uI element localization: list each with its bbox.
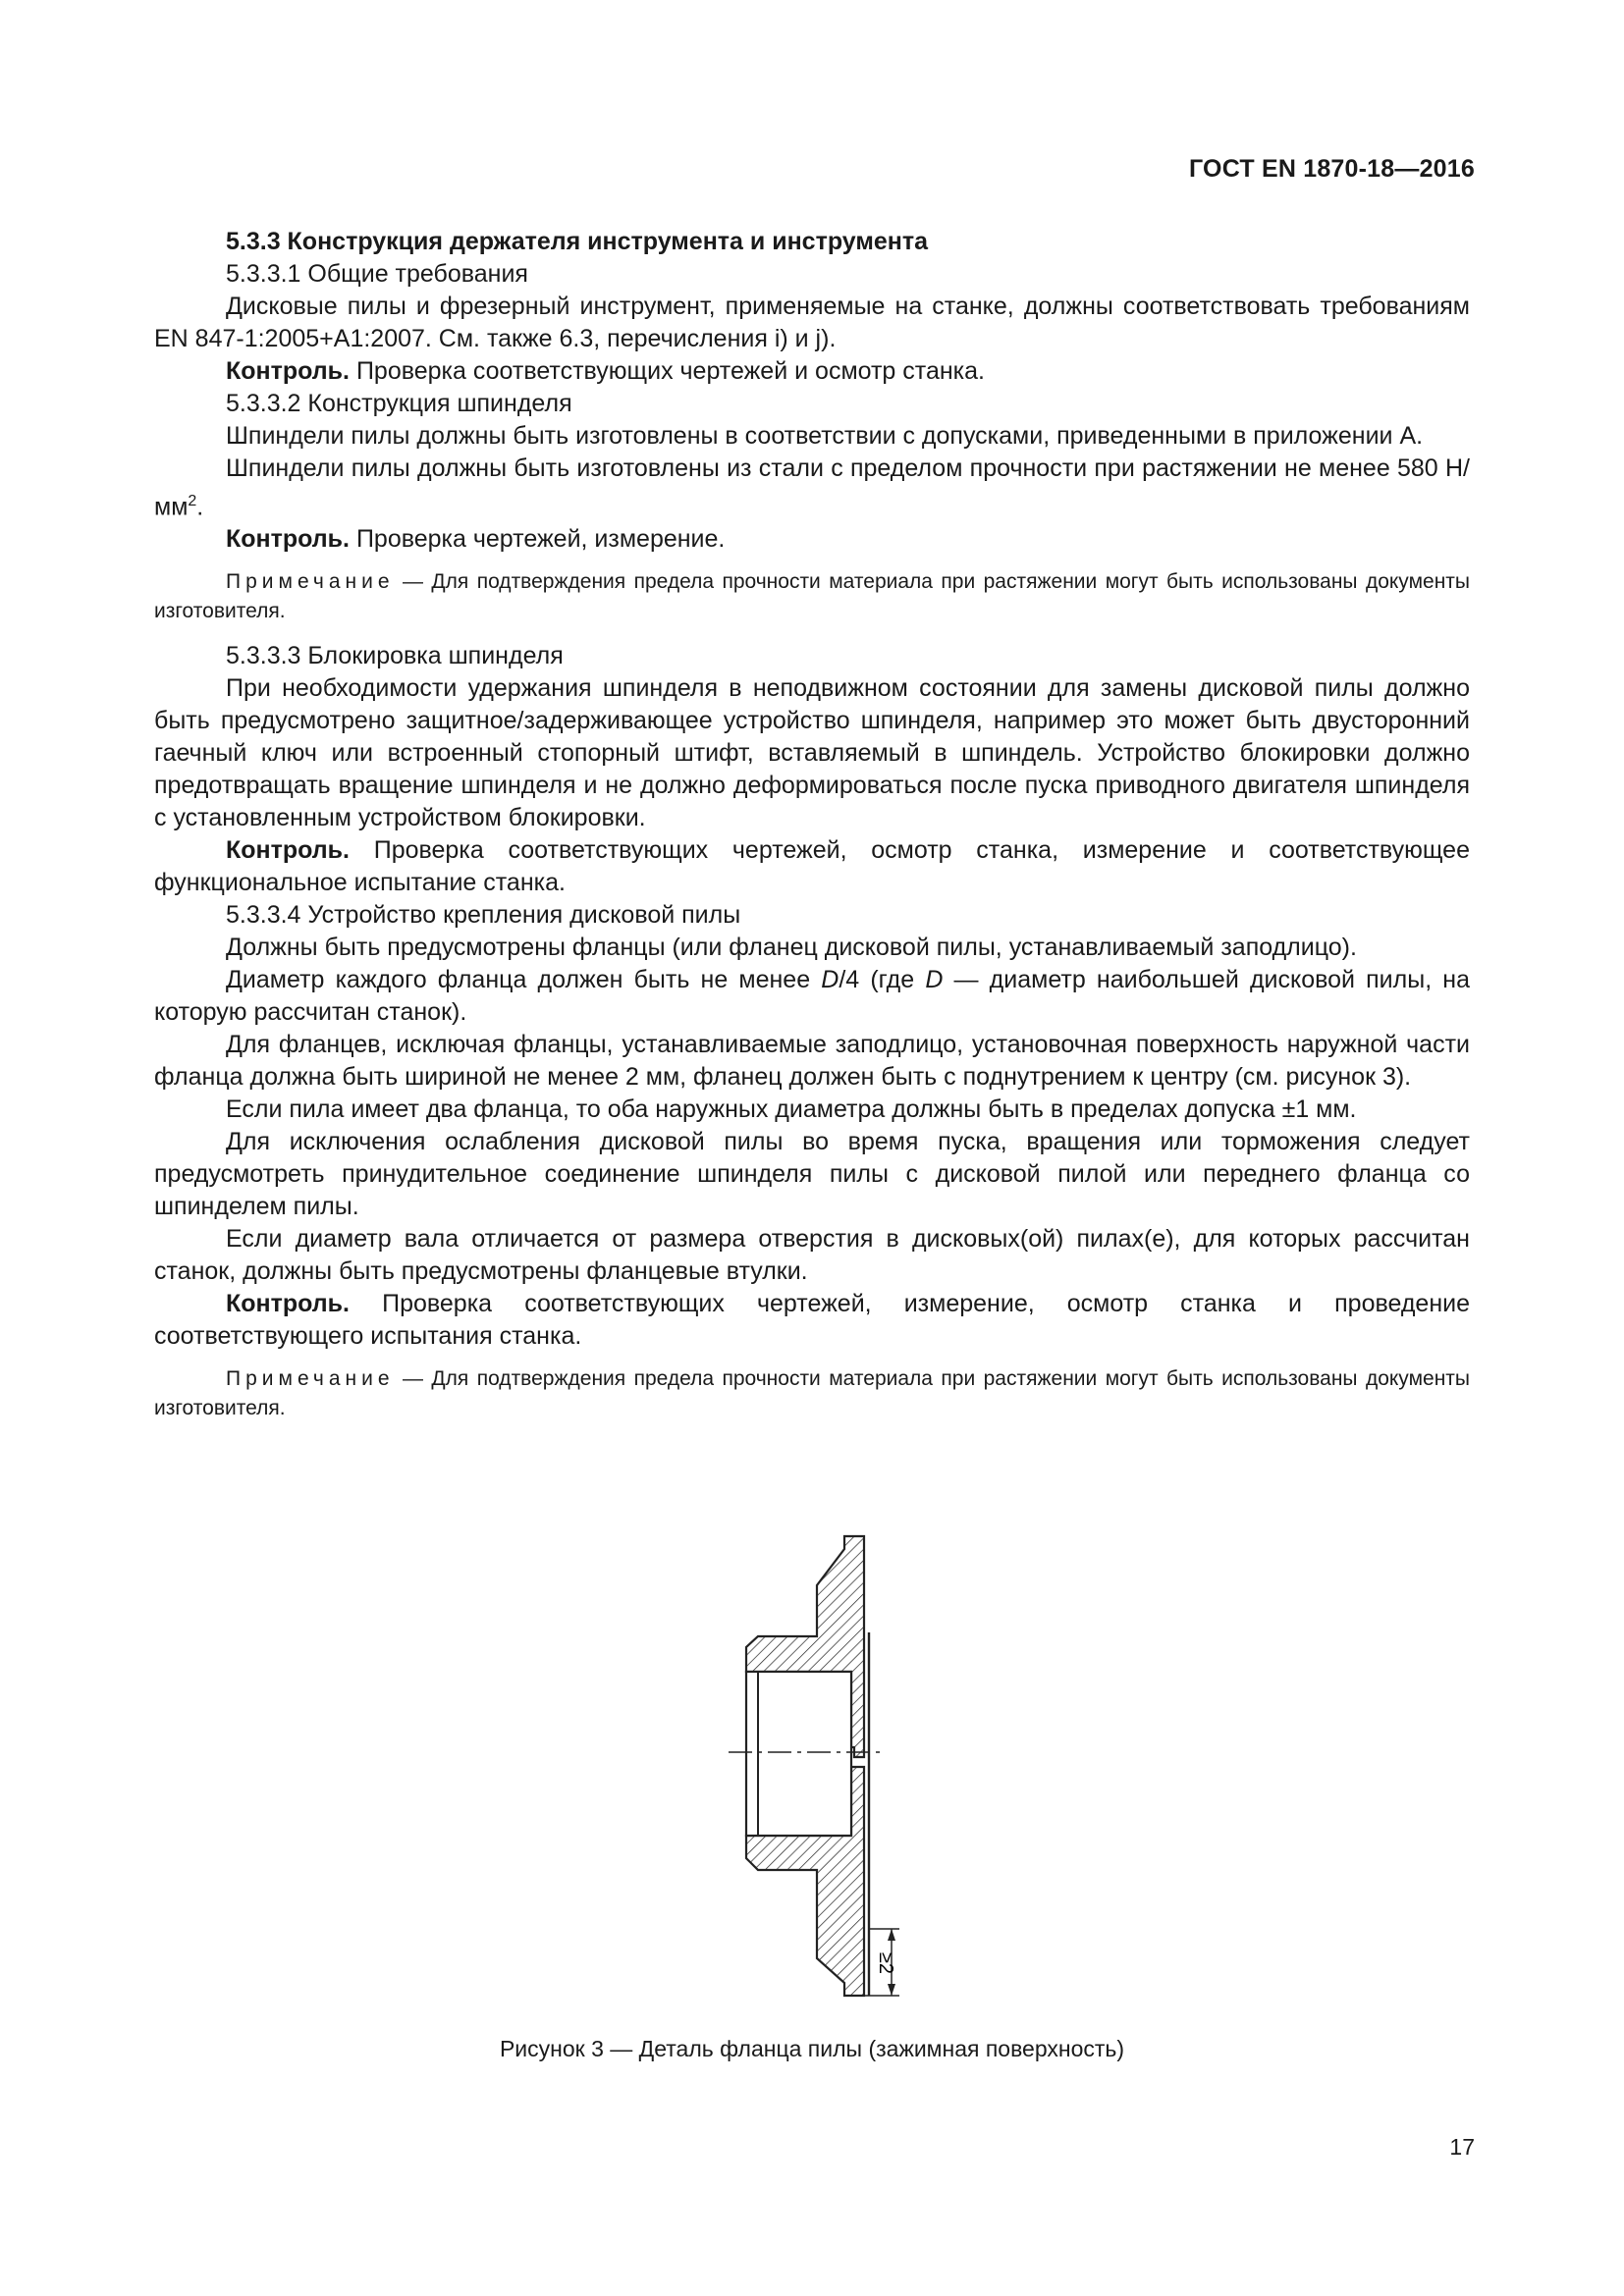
paragraph bbox=[154, 964, 1470, 1029]
paragraph-text: /4 (где bbox=[839, 966, 926, 994]
paragraph-text: . bbox=[196, 493, 204, 521]
control-text: Проверка соответствующих чертежей и осмотр станка. bbox=[350, 357, 985, 385]
control-paragraph bbox=[154, 834, 1470, 899]
paragraph: Если диаметр вала отличается от размера отверстия в дисковых(ой) пилах(е), для которых рассчитан станок, должны быть предусмотрены фланцевые втулки. bbox=[154, 1225, 1470, 1286]
section-5-3-3-2-title: 5.3.3.2 Конструкция шпинделя bbox=[226, 390, 572, 417]
paragraph: Если пила имеет два фланца, то оба наружных диаметра должны быть в пределах допуска ±1 мм. bbox=[226, 1095, 1357, 1124]
control-paragraph bbox=[154, 523, 1470, 556]
control-paragraph bbox=[154, 355, 1470, 388]
note bbox=[154, 567, 1470, 626]
superscript: 2 bbox=[188, 493, 197, 509]
control-paragraph bbox=[154, 1288, 1470, 1353]
paragraph: При необходимости удержания шпинделя в неподвижном состоянии для замены дисковой пилы должно быть предусмотрено защитное/задерживающее устройство шпинделя, например это может быть двусторонний гаечный ключ или встроенный стопорный штифт, вставляемый в шпиндель. Устройство блокировки должно предотвращать вращение шпинделя и не должно деформироваться после пуска приводного двигателя шпинделя с установленным устройством блокировки. bbox=[154, 674, 1470, 832]
note-label: Примечание bbox=[226, 570, 395, 594]
control-label: Контроль. bbox=[226, 1290, 350, 1318]
paragraph-text: Шпиндели пилы должны быть изготовлены из стали с пределом прочности при растяжении не менее 580 Н/мм bbox=[154, 454, 1470, 521]
note bbox=[154, 1364, 1470, 1423]
control-text: Проверка соответствующих чертежей, измерение, осмотр станка и проведение соответствующего испытания станка. bbox=[154, 1290, 1470, 1351]
note-text: — Для подтверждения предела прочности материала при растяжении могут быть использованы документы изготовителя. bbox=[154, 1367, 1470, 1420]
section-5-3-3-1-title: 5.3.3.1 Общие требования bbox=[226, 260, 528, 288]
note-label: Примечание bbox=[226, 1367, 395, 1391]
control-text: Проверка соответствующих чертежей, осмотр станка, измерение и соответствующее функциональное испытание станка. bbox=[154, 836, 1470, 897]
control-label: Контроль. bbox=[226, 836, 350, 865]
control-label: Контроль. bbox=[226, 357, 350, 385]
section-5-3-3-3-title: 5.3.3.3 Блокировка шпинделя bbox=[226, 642, 564, 670]
paragraph bbox=[154, 453, 1470, 523]
dimension-label: ≥2 bbox=[875, 1951, 896, 1975]
page-number: 17 bbox=[1449, 2134, 1475, 2160]
paragraph: Шпиндели пилы должны быть изготовлены в соответствии с допусками, приведенными в приложении А. bbox=[226, 422, 1424, 450]
document-body bbox=[154, 226, 1470, 1437]
paragraph-text: Диаметр каждого фланца должен быть не менее bbox=[226, 966, 822, 994]
variable-d: D bbox=[821, 966, 839, 994]
paragraph: Для исключения ослабления дисковой пилы во время пуска, вращения или торможения следует предусмотреть принудительное соединение шпинделя пилы с дисковой пилой или переднего фланца со шпинделем пилы. bbox=[154, 1128, 1470, 1221]
paragraph-text: — диаметр наибольшей дисковой пилы, на которую рассчитан станок). bbox=[154, 966, 1471, 1027]
section-5-3-3-title: 5.3.3 Конструкция держателя инструмента и инструмента bbox=[226, 228, 928, 255]
bore bbox=[746, 1672, 851, 1836]
control-text: Проверка чертежей, измерение. bbox=[350, 525, 726, 554]
flange-detail-drawing bbox=[707, 1517, 903, 2007]
note-text: — Для подтверждения предела прочности материала при растяжении могут быть использованы документы изготовителя. bbox=[154, 570, 1470, 623]
control-label: Контроль. bbox=[226, 525, 350, 554]
variable-d: D bbox=[925, 966, 944, 994]
paragraph: Должны быть предусмотрены фланцы (или фланец дисковой пилы, устанавливаемый заподлицо). bbox=[226, 934, 1357, 962]
document-id: ГОСТ EN 1870-18—2016 bbox=[1189, 155, 1475, 183]
paragraph: Для фланцев, исключая фланцы, устанавливаемые заподлицо, установочная поверхность наружной части фланца должна быть шириной не менее 2 мм, фланец должен быть с поднутрением к центру (см. рисунок 3). bbox=[154, 1031, 1470, 1092]
paragraph: Дисковые пилы и фрезерный инструмент, применяемые на станке, должны соответствовать требованиям EN 847-1:2005+A1:2007. См. также 6.3, перечисления i) и j). bbox=[154, 293, 1470, 352]
figure-caption: Рисунок 3 — Деталь фланца пилы (зажимная поверхность) bbox=[499, 2036, 1125, 2061]
section-5-3-3-4-title: 5.3.3.4 Устройство крепления дисковой пилы bbox=[226, 901, 741, 930]
